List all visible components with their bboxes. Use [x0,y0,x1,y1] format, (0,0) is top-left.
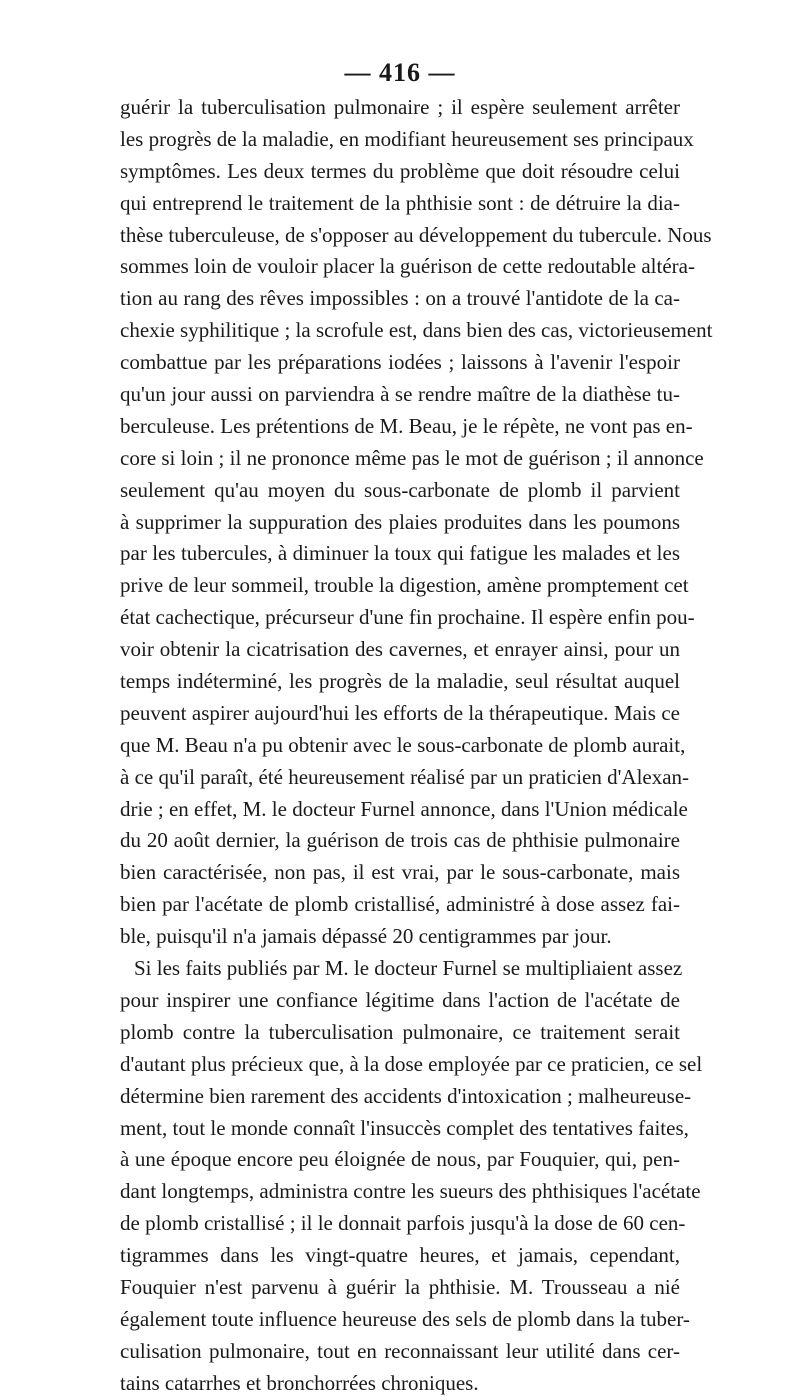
text-line: tion au rang des rêves impossibles : on a trouvé l'antidote de la ca- [120,286,680,311]
text-line: à ce qu'il paraît, été heureusement réalisé par un praticien d'Alexan- [120,764,690,789]
text-line: drie ; en effet, M. le docteur Furnel annonce, dans l'Union médicale [120,796,688,821]
text-line: bien caractérisée, non pas, il est vrai, par le sous-carbonate, mais [120,860,680,885]
text-line: les progrès de la maladie, en modifiant heureusement ses principaux [120,126,694,151]
text-line: plomb contre la tuberculisation pulmonaire, ce traitement serait [120,1019,680,1044]
text-line: dant longtemps, administra contre les sueurs des phthisiques l'acétate [120,1179,701,1204]
text-line: que M. Beau n'a pu obtenir avec le sous-carbonate de plomb aurait, [120,732,686,757]
text-line: qui entreprend le traitement de la phthisie sont : de détruire la dia- [120,190,680,215]
text-line: chexie syphilitique ; la scrofule est, dans bien des cas, victorieusement [120,318,713,343]
text-line: d'autant plus précieux que, à la dose employée par ce praticien, ce sel [120,1051,703,1076]
text-line: par les tubercules, à diminuer la toux qui fatigue les malades et les [120,541,680,566]
text-line: sommes loin de vouloir placer la guérison de cette redoutable altéra- [120,254,695,279]
text-line: prive de leur sommeil, trouble la digestion, amène promptement cet [120,573,689,598]
text-line: détermine bien rarement des accidents d'intoxication ; malheureuse- [120,1083,692,1108]
text-line: Fouquier n'est parvenu à guérir la phthisie. M. Trousseau a nié [120,1274,680,1299]
text-line: voir obtenir la cicatrisation des cavernes, et enrayer ainsi, pour un [120,637,680,662]
text-line: ble, puisqu'il n'a jamais dépassé 20 centigrammes par jour. [120,924,612,949]
text-line: guérir la tuberculisation pulmonaire ; il espère seulement arrêter [120,95,680,119]
text-line: ment, tout le monde connaît l'insuccès complet des tentatives faites, [120,1115,689,1140]
text-line: culisation pulmonaire, tout en reconnaissant leur utilité dans cer- [120,1338,680,1363]
text-line: berculeuse. Les prétentions de M. Beau, je le répète, ne vont pas en- [120,413,693,438]
text-line: pour inspirer une confiance légitime dans l'action de l'acétate de [120,987,680,1012]
text-line: état cachectique, précurseur d'une fin prochaine. Il espère enfin pou- [120,605,695,630]
text-line: Si les faits publiés par M. le docteur Furnel se multipliaient assez [134,956,683,981]
text-line: thèse tuberculeuse, de s'opposer au développement du tubercule. Nous [120,222,712,247]
text-line: symptômes. Les deux termes du problème que doit résoudre celui [120,158,680,183]
text-line: à supprimer la suppuration des plaies produites dans les poumons [120,509,680,534]
body-text [120,92,713,1400]
text-line: bien par l'acétate de plomb cristallisé, administré à dose assez fai- [120,892,680,917]
text-line: temps indéterminé, les progrès de la maladie, seul résultat auquel [120,669,680,694]
text-line: qu'un jour aussi on parviendra à se rendre maître de la diathèse tu- [120,382,680,407]
text-line: de plomb cristallisé ; il le donnait parfois jusqu'à la dose de 60 cen- [120,1211,686,1236]
page-number: — 416 — [344,58,456,87]
text-line: seulement qu'au moyen du sous-carbonate de plomb il parvient [120,477,680,502]
text-line: combattue par les préparations iodées ; laissons à l'avenir l'espoir [120,350,680,375]
text-line: core si loin ; il ne prononce même pas le mot de guérison ; il annonce [120,445,704,470]
text-line: à une époque encore peu éloignée de nous, par Fouquier, qui, pen- [120,1147,680,1172]
text-line: du 20 août dernier, la guérison de trois cas de phthisie pulmonaire [120,828,680,853]
text-line: peuvent aspirer aujourd'hui les efforts de la thérapeutique. Mais ce [120,700,680,725]
text-line: également toute influence heureuse des sels de plomb dans la tuber- [120,1306,690,1331]
text-line: tigrammes dans les vingt-quatre heures, et jamais, cependant, [120,1243,680,1268]
text-line: tains catarrhes et bronchorrées chroniques. [120,1370,479,1395]
